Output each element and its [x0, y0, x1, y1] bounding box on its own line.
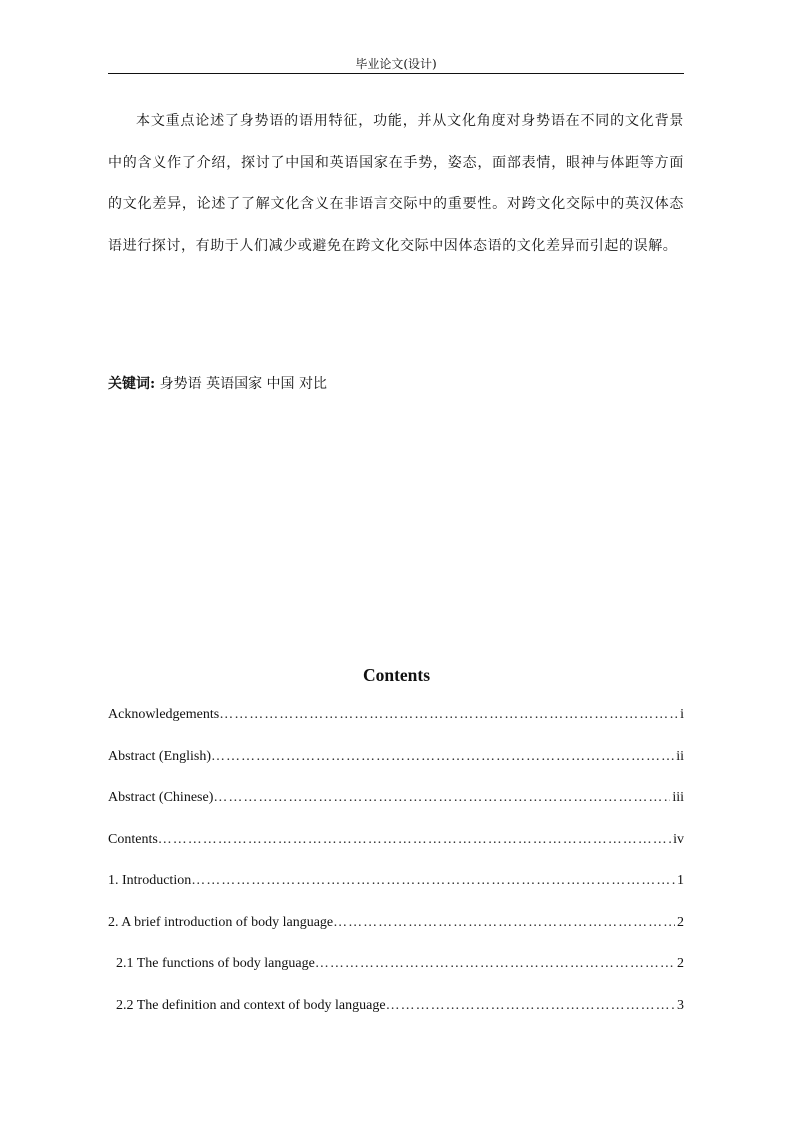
toc-entry-page: 2: [677, 914, 684, 930]
page-header: 毕业论文(设计): [355, 57, 437, 71]
abstract-paragraph: 本文重点论述了身势语的语用特征，功能，并从文化角度对身势语在不同的文化背景中的含义作了介绍，探讨了中国和英语国家在手势，姿态，面部表情，眼神与体距等方面的文化差异，论述了了解文化含义在非语言交际中的重要性。对跨文化交际中的英汉体态语进行探讨，有助于人们减少或避免在跨文化交际中因体态语的文化差异而引起的误解。: [108, 113, 684, 254]
contents-heading: Contents: [362, 665, 431, 685]
toc-dot-leader: [213, 787, 670, 809]
toc-entry-title: Abstract (English): [108, 748, 212, 764]
toc-entry-page: 2: [677, 956, 684, 971]
toc-entry-title: 2.2 The definition and context of body language: [116, 997, 386, 1013]
toc-entry-page: 3: [677, 997, 684, 1013]
toc-dot-leader: [315, 953, 675, 975]
header-divider: [108, 73, 684, 74]
toc-entry-title: 2. A brief introduction of body language: [108, 914, 334, 930]
toc-entry[interactable]: [108, 995, 684, 1037]
toc-dot-leader: [386, 995, 675, 1017]
toc-dot-leader: [211, 746, 674, 768]
toc-entry[interactable]: [108, 912, 684, 954]
toc-entry[interactable]: [108, 870, 684, 912]
toc-entry-title: Contents: [108, 831, 158, 847]
toc-entry[interactable]: [108, 787, 684, 829]
keywords-line: [108, 372, 327, 396]
keywords-label: 关键词:: [108, 376, 156, 392]
table-of-contents: [108, 704, 684, 1036]
toc-entry-page: iii: [672, 790, 684, 805]
chinese-abstract: [108, 101, 684, 267]
toc-entry[interactable]: [108, 746, 684, 788]
toc-entry[interactable]: [108, 704, 684, 746]
toc-entry-page: i: [680, 707, 684, 722]
toc-dot-leader: [219, 704, 678, 726]
toc-dot-leader: [158, 829, 671, 851]
toc-entry-title: 1. Introduction: [108, 873, 192, 888]
toc-entry[interactable]: [108, 829, 684, 871]
toc-entry-page: ii: [676, 748, 684, 764]
toc-entry-title: 2.1 The functions of body language: [116, 956, 315, 971]
toc-dot-leader: [333, 912, 675, 934]
keywords-terms: 身势语 英语国家 中国 对比: [159, 376, 327, 392]
toc-entry-title: Acknowledgements: [108, 707, 220, 722]
toc-entry[interactable]: [108, 953, 684, 995]
toc-entry-title: Abstract (Chinese): [108, 790, 214, 805]
toc-entry-page: 1: [677, 873, 684, 888]
toc-dot-leader: [191, 870, 675, 892]
toc-entry-page: iv: [673, 831, 684, 847]
